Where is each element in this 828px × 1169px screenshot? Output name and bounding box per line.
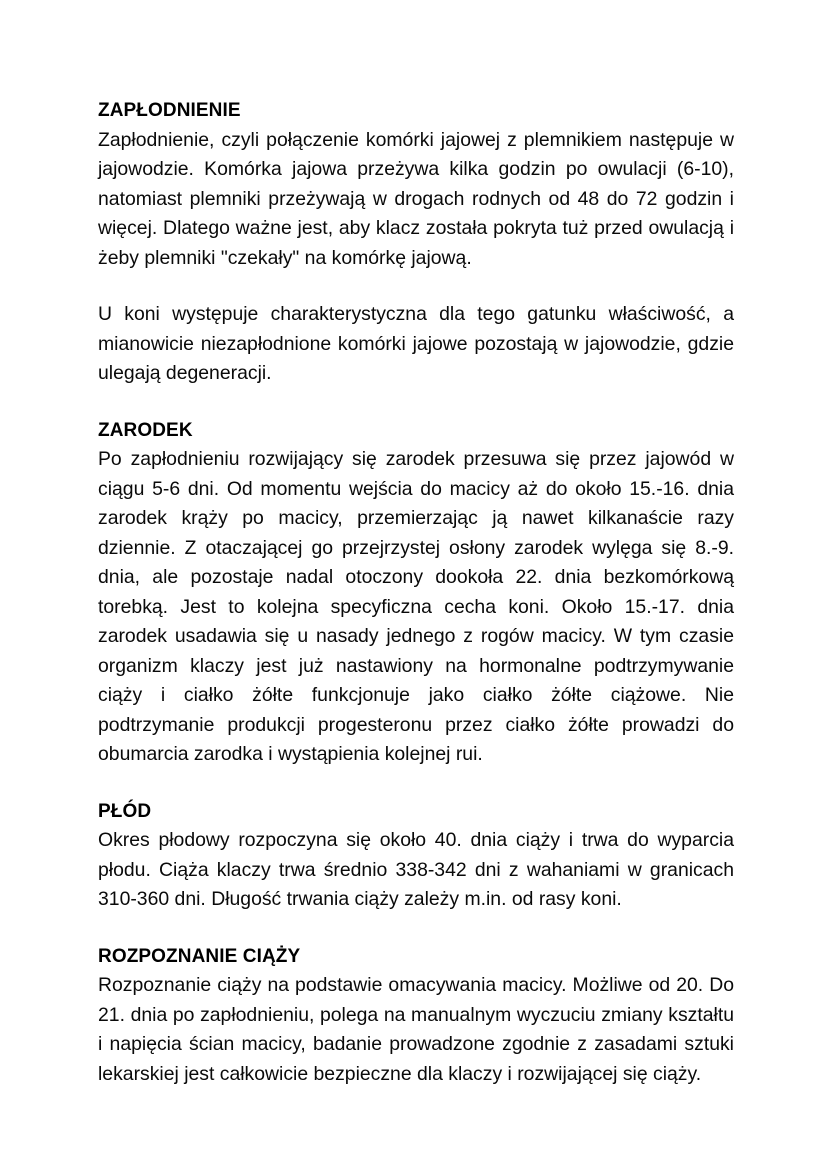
section-paragraph: U koni występuje charakterystyczna dla tego gatunku właściwość, a mianowicie niezapłodnione komórki jajowe pozostają w jajowodzie, gdzie ulegają degeneracji. [98, 303, 734, 384]
section-rozpoznanie-ciazy [98, 942, 734, 1090]
section-heading: ROZPOZNANIE CIĄŻY [98, 945, 301, 967]
section-paragraph: Zapłodnienie, czyli połączenie komórki jajowej z plemnikiem następuje w jajowodzie. Komórka jajowa przeżywa kilka godzin po owulacji (6-10), natomiast plemniki przeżywają w drogach rodnych od 48 do 72 godzin i więcej. Dlatego ważne jest, aby klacz została pokryta tuż przed owulacją i żeby plemniki "czekały" na komórkę jajową. [98, 128, 734, 269]
section-heading: PŁÓD [98, 800, 152, 822]
section-heading: ZAPŁODNIENIE [98, 100, 241, 121]
section-u-koni [98, 300, 734, 389]
section-paragraph: Po zapłodnieniu rozwijający się zarodek przesuwa się przez jajowód w ciągu 5-6 dni. Od momentu wejścia do macicy aż do około 15.-16. dnia zarodek krąży po macicy, przemierzając ją nawet kilkanaście razy dziennie. Z otaczającej go przejrzystej osłony zarodek wylęga się 8.-9. dnia, ale pozostaje nadal otoczony dookoła 22. dnia bezkomórkową torebką. Jest to kolejna specyficzna cecha koni. Około 15.-17. dnia zarodek usadawia się u nasady jednego z rogów macicy. W tym czasie organizm klaczy jest już nastawiony na hormonalne podtrzymywanie ciąży i ciałko żółte funkcjonuje jako ciałko żółte ciążowe. Nie podtrzymanie produkcji progesteronu przez ciałko żółte prowadzi do obumarcia zarodka i wystąpienia kolejnej rui. [98, 448, 734, 765]
section-zaplodnienie [98, 96, 734, 273]
section-paragraph: Okres płodowy rozpoczyna się około 40. dnia ciąży i trwa do wyparcia płodu. Ciąża klaczy trwa średnio 338-342 dni z wahaniami w granicach 310-360 dni. Długość trwania ciąży zależy m.in. od rasy koni. [98, 829, 734, 910]
section-paragraph: Rozpoznanie ciąży na podstawie omacywania macicy. Możliwe od 20. Do 21. dnia po zapłodnieniu, polega na manualnym wyczuciu zmiany kształtu i napięcia ścian macicy, badanie prowadzone zgodnie z zasadami sztuki lekarskiej jest całkowicie bezpieczne dla klaczy i rozwijającej się ciąży. [98, 974, 734, 1085]
document-body [98, 96, 734, 1089]
section-zarodek [98, 416, 734, 770]
section-heading: ZARODEK [98, 419, 193, 441]
section-plod [98, 797, 734, 915]
